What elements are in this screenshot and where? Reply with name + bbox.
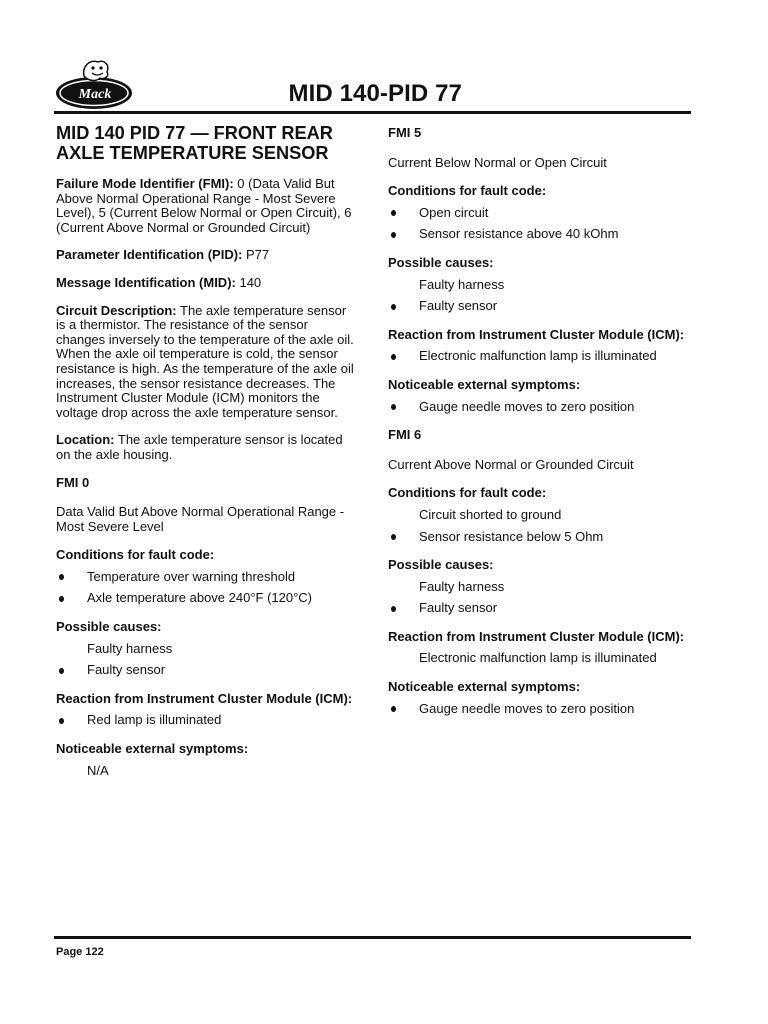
mid-text: 140 (235, 274, 262, 290)
list-item: Axle temperature above 240°F (120°C) (56, 591, 356, 606)
fmi6-conditions-label: Conditions for fault code: (388, 485, 547, 501)
logo-wordmark: Mack (78, 87, 112, 102)
fmi6-heading: FMI 6 (388, 427, 422, 443)
list-item: Red lamp is illuminated (56, 713, 356, 728)
mid-paragraph (56, 276, 356, 291)
right-column (388, 126, 698, 730)
list-item: Circuit shorted to ground (419, 506, 562, 522)
page-header-title: MID 140-PID 77 (288, 80, 462, 107)
fmi0-reaction-list (56, 713, 356, 728)
pid-label: Parameter Identification (PID): (56, 247, 243, 263)
fmi5-symptoms-label: Noticeable external symptoms: (388, 376, 581, 392)
list-item: Gauge needle moves to zero position (388, 702, 698, 717)
fmi6-causes-label: Possible causes: (388, 557, 494, 573)
list-item: Open circuit (388, 206, 698, 221)
bulldog-icon (54, 56, 140, 112)
fmi0-symptoms-label: Noticeable external symptoms: (56, 741, 249, 757)
pid-text: P77 (242, 247, 270, 263)
list-item: Electronic malfunction lamp is illuminated (388, 349, 698, 364)
fmi0-conditions-list (56, 570, 356, 606)
fmi6-description: Current Above Normal or Grounded Circuit (388, 456, 634, 472)
fmi-paragraph (56, 177, 356, 235)
fmi6-conditions-list (388, 508, 698, 544)
list-item: Gauge needle moves to zero position (388, 400, 698, 415)
fmi0-symptoms-list (56, 764, 356, 779)
fmi0-causes-label: Possible causes: (56, 619, 162, 635)
list-item: Electronic malfunction lamp is illuminated (419, 650, 657, 666)
mack-logo (54, 56, 140, 112)
fmi5-heading: FMI 5 (388, 125, 422, 140)
header-rule (54, 111, 691, 114)
page-number: Page 122 (56, 946, 104, 958)
location-label: Location: (56, 432, 115, 448)
location-text: The axle temperature sensor is located on the axle housing. (56, 432, 343, 462)
fmi0-conditions-label: Conditions for fault code: (56, 547, 215, 563)
fmi6-symptoms-list (388, 702, 698, 717)
location-paragraph (56, 433, 356, 462)
list-item: Faulty sensor (388, 299, 698, 314)
fmi5-conditions-list (388, 206, 698, 242)
fmi6-reaction-label: Reaction from Instrument Cluster Module (ICM): (388, 628, 685, 644)
circuit-paragraph (56, 304, 356, 421)
circuit-label: Circuit Description: (56, 302, 177, 318)
pid-paragraph (56, 248, 356, 263)
fmi6-symptoms-label: Noticeable external symptoms: (388, 679, 581, 695)
fmi5-description: Current Below Normal or Open Circuit (388, 154, 607, 170)
fmi0-reaction-label: Reaction from Instrument Cluster Module (ICM): (56, 690, 353, 706)
list-item: Faulty harness (419, 578, 505, 594)
circuit-text: The axle temperature sensor is a thermistor. The resistance of the sensor changes inversely to the temperature of the axle oil. When the axle oil temperature is cold, the sensor resistance is high. As the temperature of the axle oil increases, the sensor resistance decreases. The Instrument Cluster Module (ICM) monitors the voltage drop across the axle temperature sensor. (56, 302, 354, 420)
fmi-label: Failure Mode Identifier (FMI): (56, 176, 234, 191)
left-column (56, 124, 356, 792)
footer-rule (54, 936, 691, 939)
list-item: Sensor resistance above 40 kOhm (388, 227, 698, 242)
fmi0-causes-list (56, 642, 356, 678)
fmi0-description: Data Valid But Above Normal Operational Range - Most Severe Level (56, 504, 345, 534)
mid-label: Message Identification (MID): (56, 274, 236, 290)
list-item: Sensor resistance below 5 Ohm (388, 530, 698, 545)
fmi5-conditions-label: Conditions for fault code: (388, 183, 547, 199)
list-item: Temperature over warning threshold (56, 570, 356, 585)
fmi6-causes-list (388, 580, 698, 616)
document-title: MID 140 PID 77 — FRONT REAR AXLE TEMPERATURE SENSOR (56, 123, 333, 163)
list-item: N/A (87, 762, 109, 778)
fmi0-heading: FMI 0 (56, 474, 90, 490)
fmi5-reaction-label: Reaction from Instrument Cluster Module (ICM): (388, 326, 685, 342)
fmi5-reaction-list (388, 349, 698, 364)
fmi5-symptoms-list (388, 400, 698, 415)
fmi5-causes-list (388, 278, 698, 314)
fmi5-causes-label: Possible causes: (388, 254, 494, 270)
list-item: Faulty sensor (56, 663, 356, 678)
list-item: Faulty sensor (388, 601, 698, 616)
list-item: Faulty harness (87, 640, 173, 656)
fmi6-reaction-list (388, 651, 698, 666)
list-item: Faulty harness (419, 276, 505, 292)
fmi-text: 0 (Data Valid But Above Normal Operational Range - Most Severe Level), 5 (Current Below Normal or Open Circuit), 6 (Current Above Normal or Grounded Circuit) (56, 176, 352, 235)
